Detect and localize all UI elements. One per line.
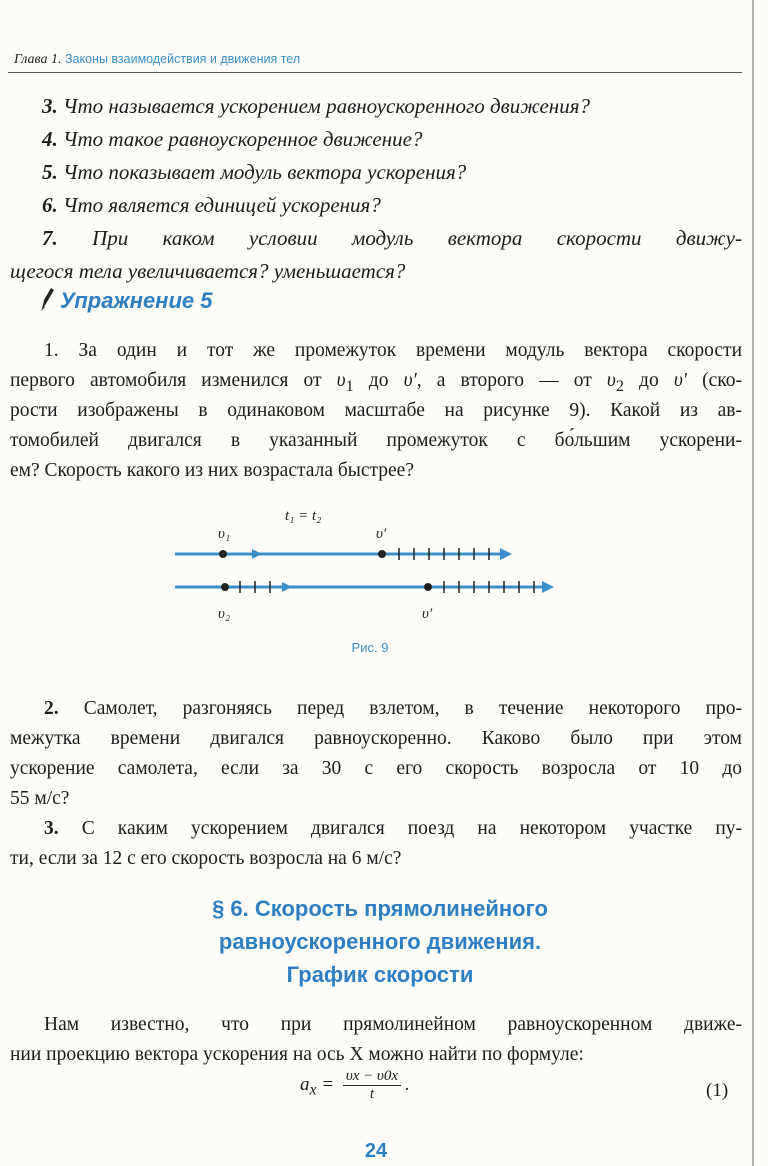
formula-numerator: υx − υ0x (343, 1068, 401, 1086)
question-4: 4. Что такое равноускоренное движение? (42, 127, 423, 151)
v1-label: υ₁ (218, 526, 231, 542)
vprime-bottom-label: υ′ (422, 606, 433, 622)
top-velocity-arrow (175, 548, 512, 560)
problem3-line1: 3. С каким ускорением двигался поезд на некотором участке пу- (44, 818, 742, 839)
problem2-line4: 55 м/с? (10, 788, 70, 809)
v2-label: υ₂ (218, 606, 231, 622)
acceleration-formula (300, 1068, 410, 1103)
question-5: 5. Что показывает модуль вектора ускорения? (42, 160, 467, 184)
problem2-line1: 2. Самолет, разгоняясь перед взлетом, в течение некоторого про- (44, 698, 743, 719)
problem1-line1: 1. За один и тот же промежуток времени модуль вектора скорости (44, 340, 743, 361)
figure-9-velocity-vectors (170, 500, 570, 630)
figure-caption: Рис. 9 (351, 640, 389, 655)
section-title-line1: § 6. Скорость прямолинейного (212, 896, 548, 921)
chapter-title: Законы взаимодействия и движения тел (64, 52, 301, 66)
formula-fraction (343, 1068, 401, 1103)
intro-line2: нии проекцию вектора ускорения на ось X можно найти по формуле: (10, 1044, 584, 1065)
running-header (14, 52, 300, 68)
section-title-line2: равноускоренного движения. (218, 929, 542, 954)
pencil-icon (38, 286, 56, 312)
vprime-top-label: υ′ (376, 526, 387, 542)
problem1-line5: ем? Скорость какого из них возрастала быстрее? (10, 460, 414, 481)
problem2-line3: ускорение самолета, если за 30 с его скорость возросла от 10 до (10, 758, 742, 779)
problem2-line2: межутка времени двигался равноускоренно. Каково было при этом (10, 728, 742, 749)
problem1-line4: томобилей двигался в указанный промежуток с бо́льшим ускорени- (10, 430, 742, 451)
bottom-velocity-arrow (175, 581, 554, 593)
equation-number: (1) (706, 1080, 729, 1101)
formula-denominator: t (369, 1086, 375, 1102)
formula-period: . (405, 1073, 410, 1095)
question-7-line2: щегося тела увеличивается? уменьшается? (10, 259, 406, 283)
problem1-line2: первого автомобиля изменился от $\upsilon_1$ до υ′, а второго — от $\upsilon_2$ до υ′ (ско- (10, 370, 743, 395)
section-title-line3: График скорости (286, 962, 474, 987)
intro-line1: Нам известно, что при прямолинейном равноускоренном движе- (44, 1014, 742, 1035)
chapter-number: Глава 1. (14, 52, 62, 67)
question-3: 3. Что называется ускорением равноускоренного движения? (42, 94, 590, 118)
question-6: 6. Что является единицей ускорения? (42, 193, 381, 217)
header-rule (8, 72, 742, 73)
formula-lhs-subscript: x (309, 1081, 317, 1099)
time-equality-label: t₁ = t₂ (285, 508, 322, 524)
formula-lhs: a (300, 1073, 310, 1095)
exercise-heading (38, 286, 213, 314)
question-7-line1: 7. При каком условии модуль вектора скорости движу- (42, 226, 742, 250)
problem1-line3: рости изображены в одинаковом масштабе на рисунке 9). Какой из ав- (10, 400, 742, 421)
formula-equals: = (321, 1073, 335, 1095)
exercise-title: Упражнение 5 (60, 288, 213, 313)
problem3-line2: ти, если за 12 с его скорость возросла на 6 м/с? (10, 848, 402, 869)
page-number: 24 (364, 1140, 388, 1162)
